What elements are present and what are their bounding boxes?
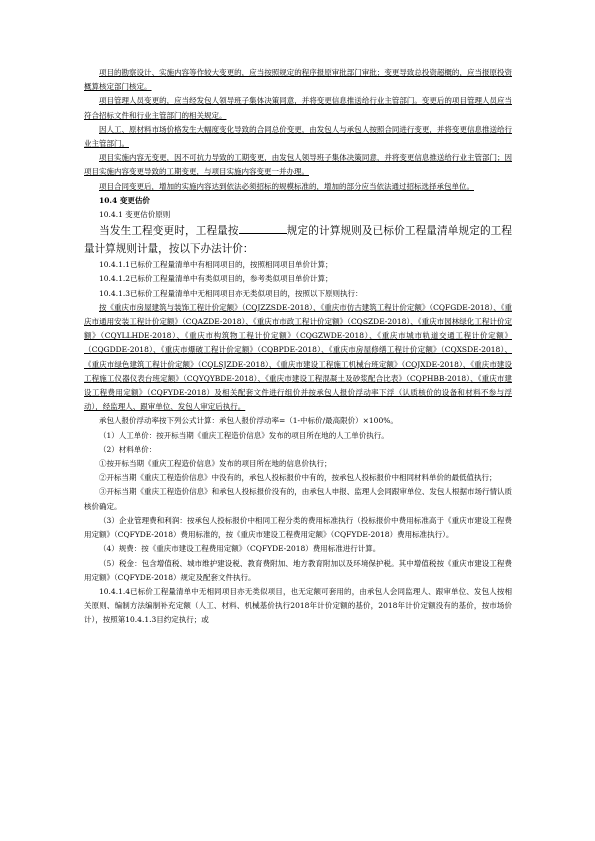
material-clause-2: ②开标当期《重庆工程造价信息》中没有的，承包人投标报价中有的，按承包人投标报价中相同材料单价的最低值执行； [99,473,497,483]
rule-10-4-1-4: 10.4.1.4已标价工程量清单中无相同项目亦无类似项目，也无定额可套用的，由承包人会同监理人、跟审单位、发包人按相关原则、编制方法编制补充定额（人工、材料、机械基价执行2018年计价定额的基价，2018年计价定额没有的基价，按市场价计），按照第10.4.1.3目约定执行；或 [84,586,512,625]
blank-fill-line [239,224,287,234]
material-clause-1: ①按开标当期《重庆工程造价信息》发布的项目所在地的信息价执行； [99,459,332,469]
rule-10-4-1-3-detail: 按《重庆市房屋建筑与装饰工程计价定额》（CQJZZSDE-2018）、《重庆市仿古建筑工程计价定额》（CQFGDE-2018）、《重庆市通用安装工程计价定额》（CQAZDE-2018）、《重庆市市政工程计价定额》（CQSZDE-2018）、《重庆市园林绿化工程计价定额》（CQYLLHDE-2018）、《重庆市构筑物工程计价定额》（CQGZWDE-2018）、《重庆市城市轨道交通工程计价定额》（CQGDDE-2018）、《重庆市爆破工程计价定额》（CQBPDE-2018）、《重庆市房屋修缮工程计价定额》（CQXSDE-2018）、《重庆市绿色建筑工程计价定额》（CQLSJZDE-2018）、《重庆市建设工程施工机械台班定额》（CQJXDE-2018）、《重庆市建设工程施工仪器仪表台班定额》（CQYQYBDE-2018）、《重庆市建设工程混凝土及砂浆配合比表》（CQPHBB-2018）、《重庆市建设工程费用定额》（CQFYDE-2018）及相关配套文件进行组价并按承包人报价浮动率下浮（认质核价的设备和材料不参与浮动），经监理人、跟审单位、发包人审定后执行。 [84,302,512,412]
document-page [84,66,512,628]
paragraph-price-change: 因人工、原材料市场价格发生大幅度变化导致的合同总价变更，由发包人与承包人按照合同进行变更，并将变更信息推送给行业主管部门。 [84,124,512,149]
rule-10-4-1-3: 10.4.1.3已标价工程量清单中无相同项目亦无类似项目的，按照以下原则执行： [99,288,363,298]
valuation-intro [84,222,512,258]
item-labor-price: （1）人工单价：按开标当期《重庆工程造价信息》发布的项目所在地的人工单价执行。 [99,430,389,440]
item-material-price: （2）材料单价： [99,444,157,454]
valuation-intro-b: 规定的计算规则及已标价工程量清单规定的工程量计算规则计量，按以下办法计价： [84,225,513,256]
paragraph-personnel-change: 项目管理人员变更的，应当经发包人领导班子集体决策同意，并将变更信息推送给行业主管部门。变更后的项目管理人员应当符合招标文件和行业主管部门的相关规定。 [84,96,512,120]
rule-10-4-1-2: 10.4.1.2已标价工程量清单中有类似项目的，参考类似项目单价计算； [99,274,333,284]
valuation-intro-a: 当发生工程变更时，工程量按 [99,225,239,238]
paragraph-schedule-change: 项目实施内容无变更，因不可抗力导致的工期变更，由发包人领导班子集体决策同意，并将变更信息推送给行业主管部门；因项目实施内容变更导致的工期变更，与项目实施内容变更一并办理。 [84,153,512,177]
item-tax: （5）税金：包含增值税、城市维护建设税、教育费附加、地方教育附加以及环境保护税。其中增值税按《重庆市建设工程费用定额》（CQFYDE-2018）规定及配套文件执行。 [84,558,512,582]
item-fees: （4）规费：按《重庆市建设工程费用定额》（CQFYDE-2018）费用标准进行计算。 [99,544,381,554]
item-management-fee: （3）企业管理费和利润：按承包人投标报价中相同工程分类的费用标准执行（投标报价中费用标准高于《重庆市建设工程费用定额》（CQFYDE-2018）费用标准的，按《重庆市建设工程费用定额》（CQFYDE-2018）费用标准执行）。 [84,515,512,540]
section-heading-10-4: 10.4 变更估价 [99,195,150,205]
material-clause-3: ③开标当期《重庆工程造价信息》和承包人投标报价没有的，由承包人申报、监理人会同跟审单位、发包人根据市场行情认质核价确定。 [84,487,512,511]
float-rate-formula: 承包人报价浮动率按下列公式计算：承包人报价浮动率=（1-中标价/最高限价）×100%。 [99,416,398,426]
paragraph-contract-change: 项目合同变更后，增加的实施内容达到依法必须招标的规模标准的，增加的部分应当依法通过招标选择承包单位。 [99,181,474,191]
rule-10-4-1-1: 10.4.1.1已标价工程量清单中有相同项目的，按照相同项目单价计算； [99,260,333,270]
subsection-heading-10-4-1: 10.4.1 变更估价原则 [99,210,171,220]
paragraph-design-change: 项目的勘察设计、实施内容等作较大变更的，应当按照规定的程序报原审批部门审批；变更导致总投资超概的，应当报原投资概算核定部门核定。 [84,68,512,92]
